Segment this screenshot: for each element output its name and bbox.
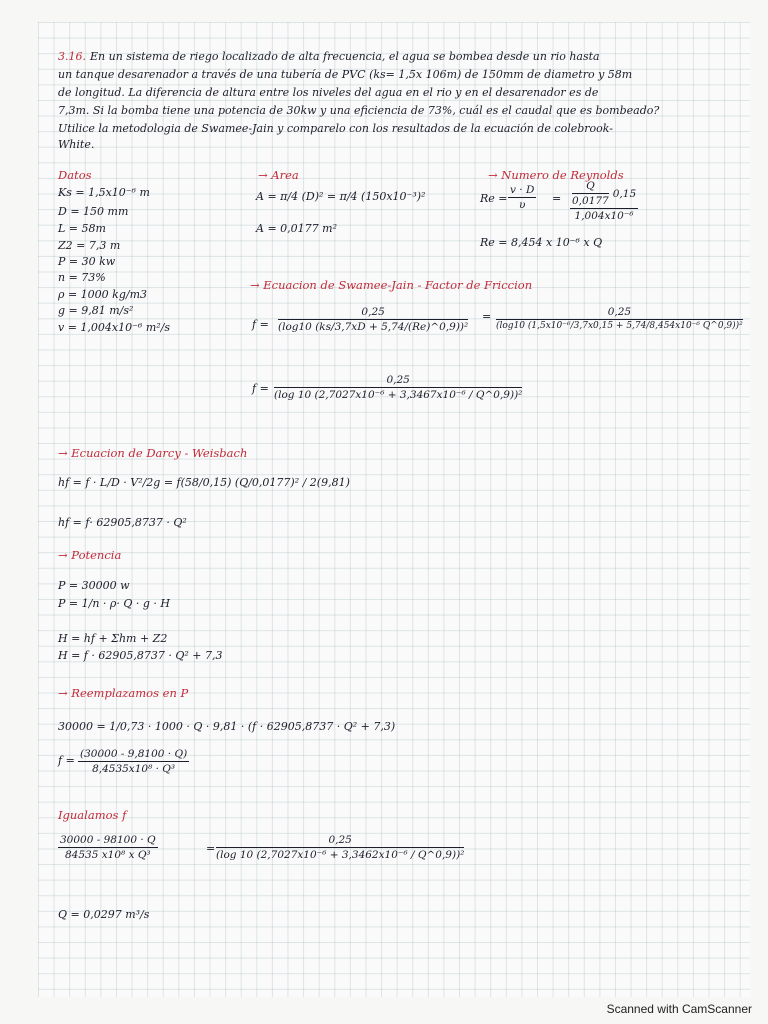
potencia-line-4: H = f · 62905,8737 · Q² + 7,3 <box>58 649 223 662</box>
dato-l: L = 58m <box>58 222 106 235</box>
reemplazo-eq2-den: 8,4535x10⁸ · Q³ <box>92 763 176 775</box>
potencia-line-1: P = 30000 w <box>58 579 130 592</box>
reynolds-q-over-a <box>572 180 609 207</box>
swamee-eq1-lhs: f = <box>252 318 269 331</box>
dato-viscosidad: v = 1,004x10⁻⁶ m²/s <box>58 321 171 334</box>
problem-line-6: White. <box>58 138 95 151</box>
igualamos-rhs-fraction <box>216 834 464 861</box>
darcy-title: → Ecuacion de Darcy - Weisbach <box>58 446 248 460</box>
reynolds-nu: 1,004x10⁻⁶ <box>574 210 634 222</box>
igualamos-equals: = <box>206 842 216 855</box>
reynolds-area: 0,0177 <box>572 195 609 207</box>
reemplazo-eq2-num: (30000 - 9,8100 · Q) <box>80 748 188 760</box>
swamee-eq2-den: (log10 (1,5x10⁻⁶/3,7x0,15 + 5,74/8,454x10⁻⁶ Q^0,9))² <box>496 321 743 331</box>
igualamos-lhs-fraction <box>58 834 158 861</box>
problem-number: 3.16. <box>58 50 86 63</box>
darcy-eq1: hf = f · L/D · V²/2g = f(58/0,15) (Q/0,0177)² / 2(9,81) <box>58 476 350 489</box>
swamee-eq2-num: 0,25 <box>607 306 632 318</box>
reynolds-den: υ <box>518 199 526 211</box>
reemplazo-title: → Reemplazamos en P <box>58 686 189 700</box>
area-result: A = 0,0177 m² <box>256 222 337 235</box>
swamee-eq3-fraction <box>274 374 522 401</box>
potencia-line-2: P = 1/n · ρ· Q · g · H <box>58 597 170 610</box>
reynolds-diameter: 0,15 <box>612 187 637 200</box>
swamee-title: → Ecuacion de Swamee-Jain - Factor de Friccion <box>250 278 533 292</box>
dato-ks: Ks = 1,5x10⁻⁶ m <box>58 186 150 199</box>
reynolds-fraction-1 <box>508 184 536 211</box>
reynolds-result: Re = 8,454 x 10⁻⁶ x Q <box>480 236 603 249</box>
caudal-result: Q = 0,0297 m³/s <box>58 908 150 921</box>
problem-line-5: Utilice la metodologia de Swamee-Jain y comparelo con los resultados de la ecuación de colebrook- <box>58 122 613 135</box>
swamee-eq1-num: 0,25 <box>361 306 385 318</box>
problem-line-3: de longitud. La diferencia de altura entre los niveles del agua en el rio y en el desarenador es de <box>58 86 599 99</box>
reynolds-equals: = <box>552 192 562 205</box>
swamee-eq2-fraction <box>496 306 743 331</box>
potencia-line-3: H = hf + Σhm + Z2 <box>58 632 168 645</box>
igualamos-rhs-den: (log 10 (2,7027x10⁻⁶ + 3,3462x10⁻⁶ / Q^0,9))² <box>216 849 465 861</box>
reynolds-title: → Numero de Reynolds <box>488 168 624 182</box>
dato-z2: Z2 = 7,3 m <box>58 239 121 252</box>
reynolds-lhs: Re = <box>480 192 508 205</box>
igualamos-lhs-num: 30000 - 98100 · Q <box>60 834 156 846</box>
dato-eficiencia: n = 73% <box>58 271 106 284</box>
reemplazo-eq1: 30000 = 1/0,73 · 1000 · Q · 9,81 · (f · 62905,8737 · Q² + 7,3) <box>58 720 396 733</box>
reynolds-q: Q <box>586 180 595 192</box>
swamee-eq1-fraction <box>278 306 468 333</box>
problem-line-2: un tanque desarenador a través de una tubería de PVC (ks= 1,5x 106m) de 150mm de diametro y 58m <box>58 68 633 81</box>
reynolds-num: v · D <box>510 184 535 196</box>
reemplazo-eq2-fraction <box>78 748 189 775</box>
igualamos-title: Igualamos f <box>58 808 127 822</box>
reynolds-fraction-2 <box>570 180 638 222</box>
swamee-eq2-equals: = <box>482 310 492 323</box>
dato-densidad: ρ = 1000 kg/m3 <box>58 288 148 301</box>
reemplazo-eq2-lhs: f = <box>58 754 75 767</box>
swamee-eq3-num: 0,25 <box>386 374 410 386</box>
area-equation: A = π/4 (D)² = π/4 (150x10⁻³)² <box>256 190 426 203</box>
igualamos-rhs-num: 0,25 <box>328 834 352 846</box>
swamee-eq1-den: (log10 (ks/3,7xD + 5,74/(Re)^0,9))² <box>278 321 469 333</box>
notebook-page <box>38 22 750 997</box>
potencia-title: → Potencia <box>58 548 122 562</box>
darcy-eq2: hf = f· 62905,8737 · Q² <box>58 516 187 529</box>
area-title: → Area <box>258 168 299 182</box>
problem-line-4: 7,3m. Si la bomba tiene una potencia de 30kw y una eficiencia de 73%, cuál es el caudal que es bombeado? <box>58 104 660 117</box>
dato-g: g = 9,81 m/s² <box>58 304 134 317</box>
dato-d: D = 150 mm <box>58 205 129 218</box>
problem-line-1: En un sistema de riego localizado de alta frecuencia, el agua se bombea desde un rio hasta <box>90 50 600 63</box>
swamee-eq3-lhs: f = <box>252 382 269 395</box>
dato-p: P = 30 kw <box>58 255 116 268</box>
igualamos-lhs-den: 84535 x10⁸ x Q³ <box>65 849 151 861</box>
datos-title: Datos <box>58 168 92 182</box>
scanner-footer: Scanned with CamScanner <box>606 1002 752 1016</box>
swamee-eq3-den: (log 10 (2,7027x10⁻⁶ + 3,3467x10⁻⁶ / Q^0,9))² <box>274 389 523 401</box>
